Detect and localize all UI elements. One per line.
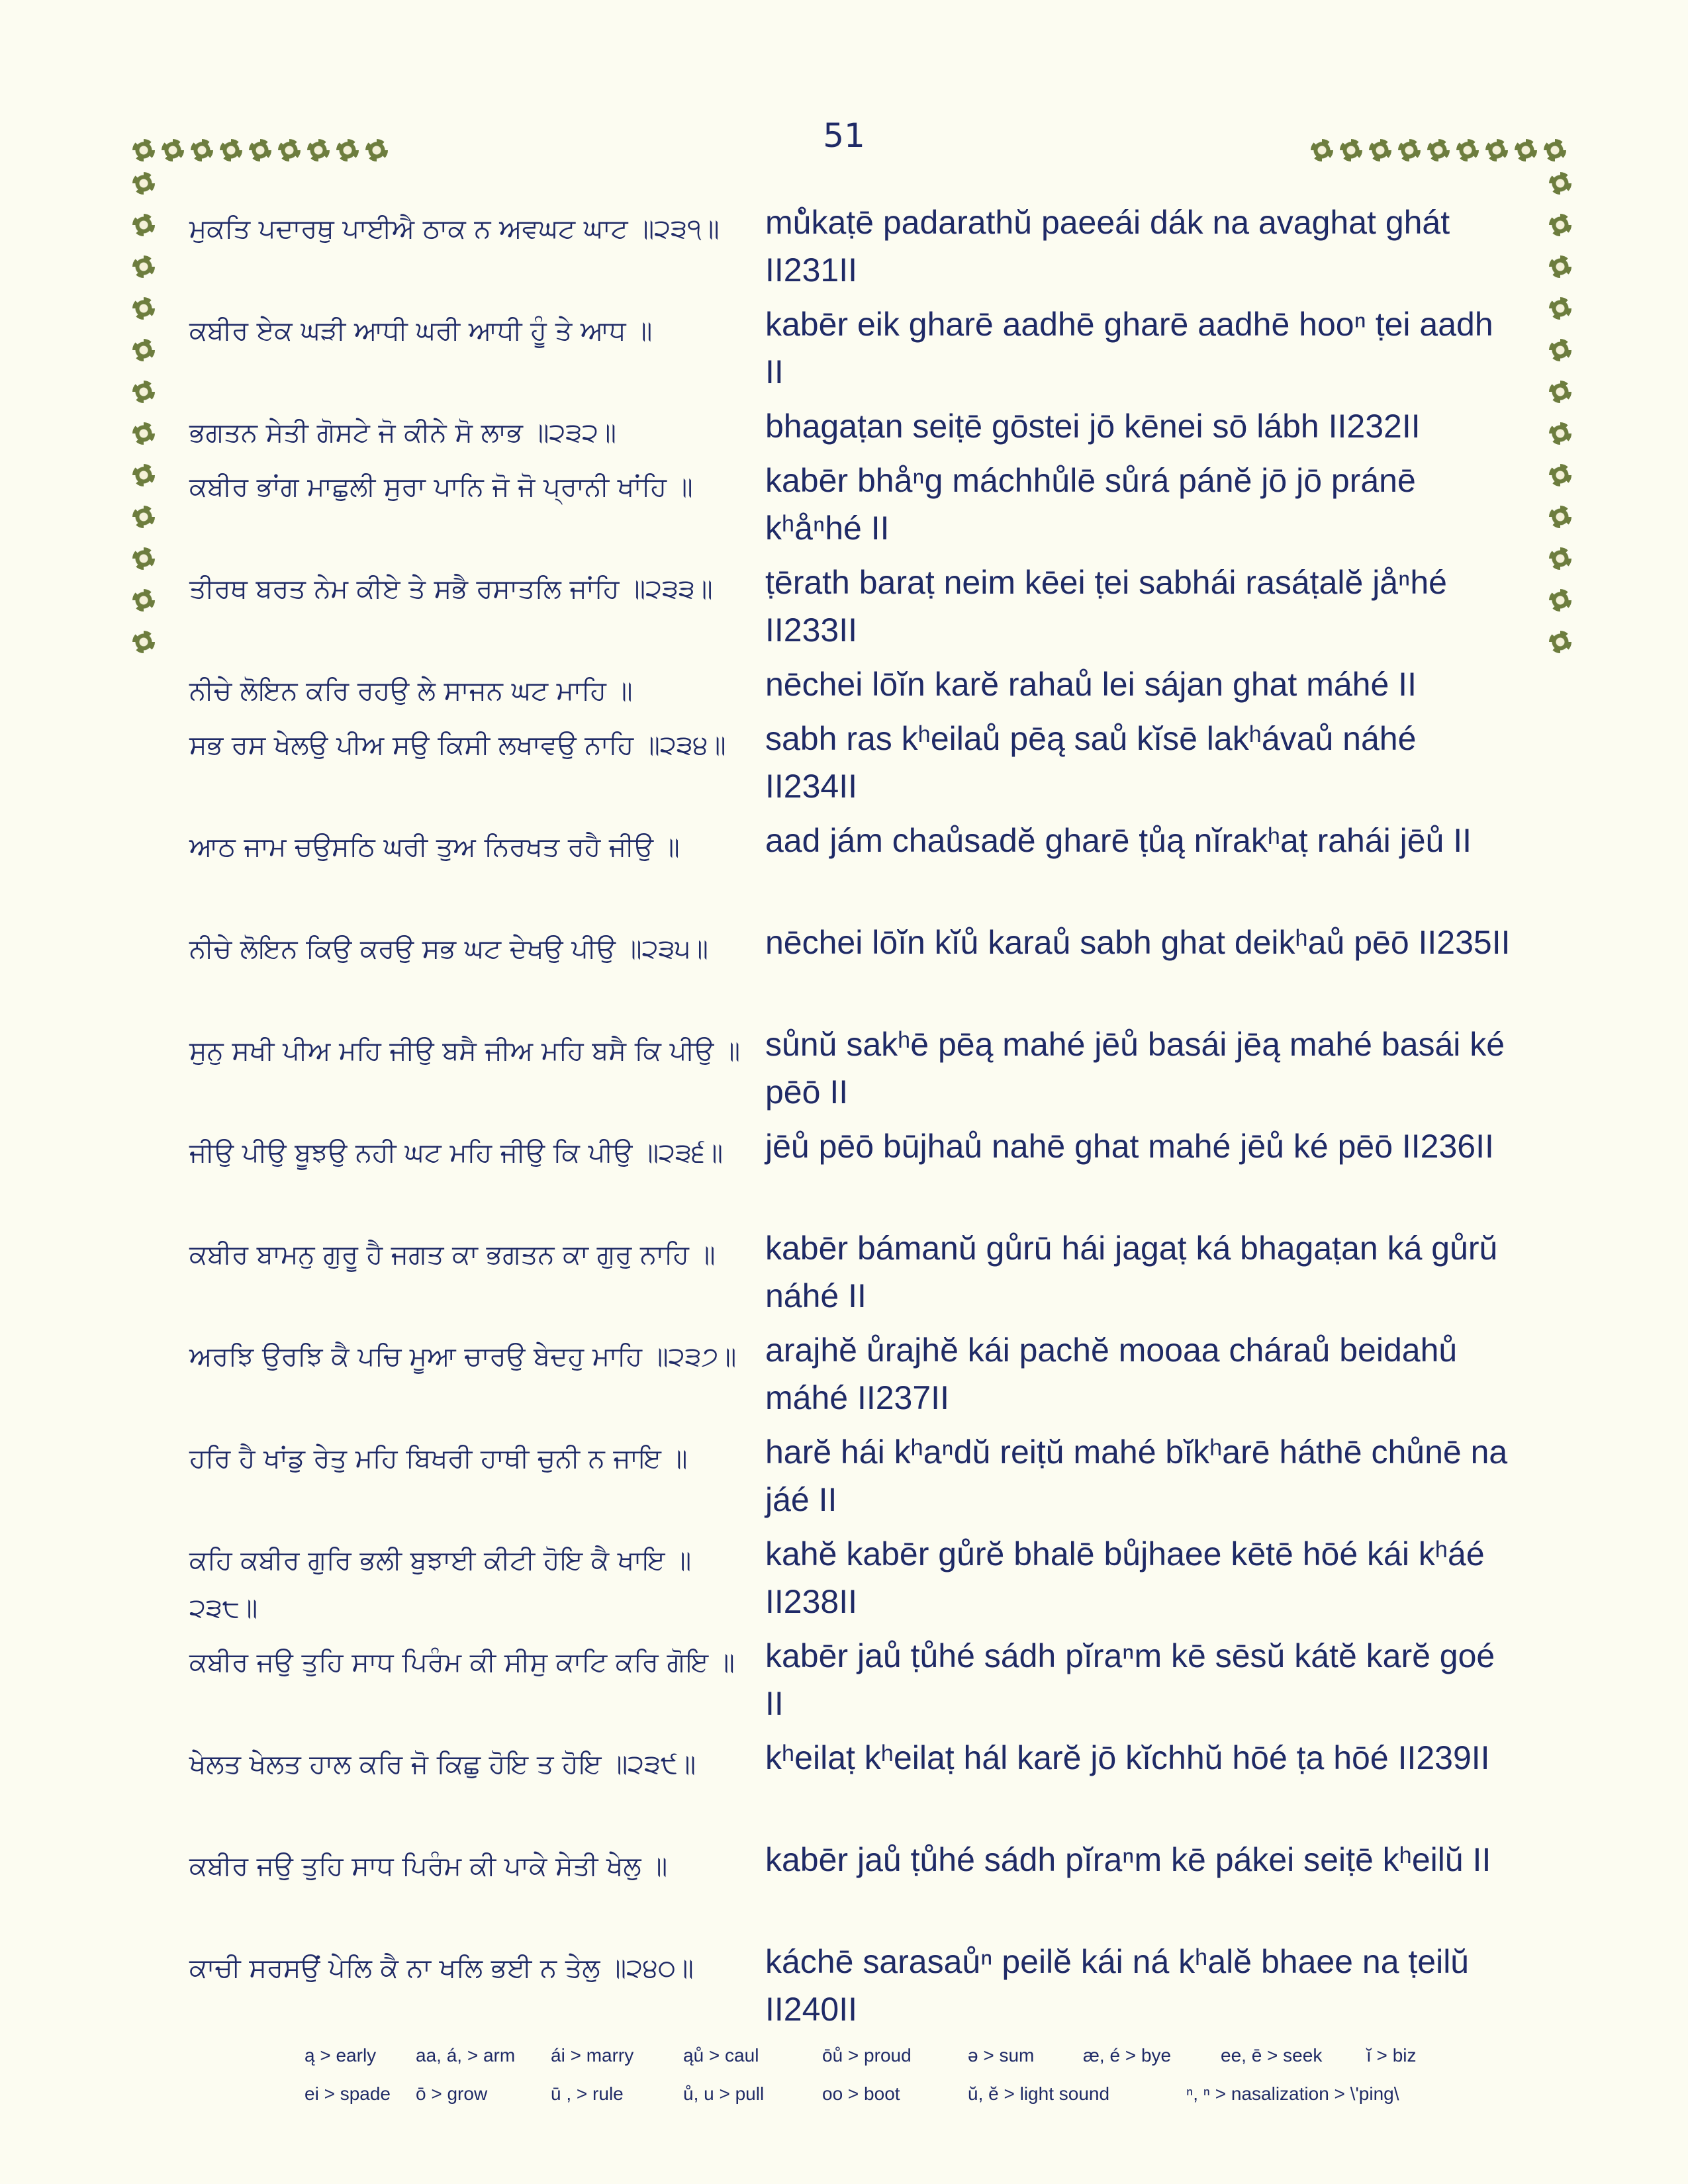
legend-item: aa, á, > arm [416, 2045, 516, 2066]
transliteration-text: kabēr jaů ṭůhé sádh pĭraⁿm kē pákei seiṭē kʰeilŭ II [765, 1841, 1491, 1878]
verse-row [189, 817, 1533, 912]
transliteration-text: mů̀kaṭē padarathŭ paeeái dák na avaghat ghát II231II [765, 204, 1450, 289]
transliteration-text: aad jám chaůsadĕ gharē ṭůą nĭrakʰaṭ rahái jēů II [765, 822, 1472, 859]
transliteration-text: nēchei lōĭn karĕ rahaů lei sájan ghat máhé II [765, 666, 1417, 703]
gurmukhi-text: ਤੀਰਥ ਬਰਤ ਨੇਮ ਕੀਏ ਤੇ ਸਭੈ ਰਸਾਤਲਿ ਜਾਂਹਿ ॥੨੩੩॥ [189, 574, 713, 604]
transliteration-text: kabēr bhåⁿg máchhůlē sůrá pánĕ jō jō pránē kʰåⁿhé II [765, 462, 1416, 547]
flower-ornament-icon [1549, 255, 1571, 278]
verse-row [189, 1326, 1533, 1422]
flower-ornament-icon [132, 255, 155, 278]
transliteration-text: bhagaṭan seiṭē gōstei jō kēnei sō lábh II232II [765, 408, 1421, 445]
flower-ornament-icon [1549, 464, 1571, 486]
flower-ornament-icon [132, 214, 155, 236]
flower-ornament-icon [132, 381, 155, 403]
verse-row [189, 1530, 1533, 1625]
flower-ornament-icon [132, 547, 155, 570]
verse-row [189, 1224, 1533, 1320]
flower-ornament-icon [132, 422, 155, 445]
legend-item: ee, ē > seek [1221, 2045, 1323, 2066]
legend-item: æ, é > bye [1083, 2045, 1172, 2066]
legend-row [305, 2083, 1529, 2122]
gurmukhi-text: ਅਰਝਿ ਉਰਝਿ ਕੈ ਪਚਿ ਮੂਆ ਚਾਰਉ ਬੇਦਹੁ ਮਾਹਿ ॥੨੩੭॥ [189, 1342, 737, 1372]
legend-item: ŭ, ĕ > light sound [968, 2083, 1110, 2104]
verse-row [189, 457, 1533, 552]
flower-ornament-icon [1549, 547, 1571, 570]
transliteration-text: kabēr bámanŭ gůrū hái jagaṭ ká bhagaṭan ká gůrŭ náhé II [765, 1230, 1498, 1314]
verse-row [189, 919, 1533, 1014]
legend-item: ə > sum [968, 2045, 1035, 2066]
flower-ornament-icon [365, 139, 388, 161]
page-number: 51 [823, 116, 865, 155]
legend-item: ū , > rule [551, 2083, 624, 2104]
verse-list [189, 199, 1533, 2040]
transliteration-text: jēů pēō būjhaů nahē ghat mahé jēů ké pēō II236II [765, 1128, 1494, 1165]
flower-ornament-icon [220, 139, 242, 161]
flower-ornament-icon [249, 139, 271, 161]
gurmukhi-text: ਹਰਿ ਹੈ ਖਾਂਡੁ ਰੇਤੁ ਮਹਿ ਬਿਖਰੀ ਹਾਥੀ ਚੁਨੀ ਨ ਜਾਇ ॥ [189, 1443, 688, 1474]
gurmukhi-text: ਕਬੀਰ ਭਾਂਗ ਮਾਛੁਲੀ ਸੁਰਾ ਪਾਨਿ ਜੋ ਜੋ ਪ੍ਰਾਨੀ ਖਾਂਹਿ ॥ [189, 472, 693, 502]
gurmukhi-text: ਕਬੀਰ ਜਉ ਤੁਹਿ ਸਾਧ ਪਿਰੰਮ ਕੀ ਪਾਕੇ ਸੇਤੀ ਖੇਲੁ ॥ [189, 1851, 668, 1882]
flower-ornament-icon [1485, 139, 1508, 161]
flower-ornament-icon [1515, 139, 1537, 161]
legend-item: ⁿ, ⁿ > nasalization > \'ping\ [1186, 2083, 1399, 2104]
verse-row [189, 1836, 1533, 1931]
transliteration-text: káchē sarasaůⁿ peilĕ kái ná kʰalĕ bhaee na ṭeilŭ II240II [765, 1943, 1470, 2028]
transliteration-text: sabh ras kʰeilaů pēą saů kĭsē lakʰávaů náhé II234II [765, 720, 1417, 805]
gurmukhi-text: ਕਹਿ ਕਬੀਰ ਗੁਰਿ ਭਲੀ ਬੁਝਾਈ ਕੀਟੀ ਹੋਇ ਕੈ ਖਾਇ ॥੨੩੮॥ [189, 1545, 692, 1623]
flower-ornament-icon [132, 589, 155, 612]
verse-row [189, 1021, 1533, 1116]
flower-ornament-icon [1398, 139, 1421, 161]
flower-ornament-icon [1549, 381, 1571, 403]
legend-item: ōů > proud [822, 2045, 912, 2066]
verse-row [189, 559, 1533, 654]
flower-ornament-icon [336, 139, 359, 161]
flower-ornament-icon [132, 172, 155, 195]
legend-item: ái > marry [551, 2045, 634, 2066]
flower-ornament-icon [1369, 139, 1391, 161]
verse-row [189, 1734, 1533, 1829]
gurmukhi-text: ਆਠ ਜਾਮ ਚਉਸਠਿ ਘਰੀ ਤੁਅ ਨਿਰਖਤ ਰਹੈ ਜੀਉ ॥ [189, 832, 680, 862]
legend-item: ąů > caul [683, 2045, 759, 2066]
flower-ornament-icon [132, 297, 155, 320]
legend-item: ei > spade [305, 2083, 391, 2104]
flower-ornament-icon [132, 139, 155, 161]
flower-ornament-icon [1544, 139, 1566, 161]
flower-ornament-icon [1549, 589, 1571, 612]
legend-row [305, 2045, 1529, 2083]
flower-ornament-icon [1311, 139, 1333, 161]
transliteration-text: arajhĕ ůrajhĕ kái pachĕ mooaa cháraů beidahů máhé II237II [765, 1332, 1458, 1416]
gurmukhi-text: ਸੁਨੁ ਸਖੀ ਪੀਅ ਮਹਿ ਜੀਉ ਬਸੈ ਜੀਅ ਮਹਿ ਬਸੈ ਕਿ ਪੀਉ ॥ [189, 1036, 741, 1066]
verse-row [189, 715, 1533, 810]
gurmukhi-text: ਭਗਤਨ ਸੇਤੀ ਗੋਸਟੇ ਜੋ ਕੀਨੇ ਸੋ ਲਾਭ ॥੨੩੨॥ [189, 418, 617, 448]
flower-ornament-icon [1549, 214, 1571, 236]
legend-item: oo > boot [822, 2083, 900, 2104]
flower-ornament-icon [1549, 422, 1571, 445]
gurmukhi-text: ਕਬੀਰ ਬਾਮਨੁ ਗੁਰੂ ਹੈ ਜਗਤ ਕਾ ਭਗਤਨ ਕਾ ਗੁਰੁ ਨਾਹਿ ॥ [189, 1240, 716, 1270]
transliteration-text: ṭērath baraṭ neim kēei ṭei sabhái rasáṭalĕ jåⁿhé II233II [765, 564, 1447, 649]
verse-row [189, 402, 1533, 450]
flower-ornament-icon [1549, 297, 1571, 320]
flower-ornament-icon [162, 139, 184, 161]
flower-ornament-icon [132, 631, 155, 653]
flower-ornament-icon [1549, 506, 1571, 528]
gurmukhi-text: ਕਬੀਰ ਜਉ ਤੁਹਿ ਸਾਧ ਪਿਰੰਮ ਕੀ ਸੀਸੁ ਕਾਟਿ ਕਰਿ ਗੋਇ ॥ [189, 1647, 735, 1678]
verse-row [189, 1428, 1533, 1524]
transliteration-text: kahĕ kabēr gůrĕ bhalē bůjhaee kētē hōé kái kʰáé II238II [765, 1535, 1485, 1620]
verse-row [189, 1938, 1533, 2033]
gurmukhi-text: ਖੇਲਤ ਖੇਲਤ ਹਾਲ ਕਰਿ ਜੋ ਕਿਛੁ ਹੋਇ ਤ ਹੋਇ ॥੨੩੯॥ [189, 1749, 696, 1780]
flower-ornament-icon [1549, 172, 1571, 195]
transliteration-text: kabēr eik gharē aadhē gharē aadhē hooⁿ ṭei aadh II [765, 306, 1493, 390]
gurmukhi-text: ਜੀਉ ਪੀਉ ਬੂਝਉ ਨਹੀ ਘਟ ਮਹਿ ਜੀਉ ਕਿ ਪੀਉ ॥੨੩੬॥ [189, 1138, 724, 1168]
transliteration-text: kʰeilaṭ kʰeilaṭ hál karĕ jō kĭchhŭ hōé ṭa hōé II239II [765, 1739, 1490, 1776]
flower-ornament-icon [132, 506, 155, 528]
transliteration-text: nēchei lōĭn kĭů karaů sabh ghat deikʰaů pēō II235II [765, 924, 1511, 961]
verse-row [189, 199, 1533, 294]
gurmukhi-text: ਨੀਚੇ ਲੋਇਨ ਕਿਉ ਕਰਉ ਸਭ ਘਟ ਦੇਖਉ ਪੀਉ ॥੨੩੫॥ [189, 934, 708, 964]
flower-ornament-icon [191, 139, 213, 161]
flower-ornament-icon [1456, 139, 1479, 161]
gurmukhi-text: ਮੁਕਤਿ ਪਦਾਰਥੁ ਪਾਈਐ ਠਾਕ ਨ ਅਵਘਟ ਘਾਟ ॥੨੩੧॥ [189, 214, 720, 244]
pronunciation-legend [305, 2045, 1529, 2122]
flower-ornament-icon [1340, 139, 1362, 161]
gurmukhi-text: ਕਾਚੀ ਸਰਸਉਂ ਪੇਲਿ ਕੈ ਨਾ ਖਲਿ ਭਈ ਨ ਤੇਲੁ ॥੨੪੦॥ [189, 1953, 694, 1983]
legend-item: ĭ > biz [1366, 2045, 1417, 2066]
flower-ornament-icon [1549, 631, 1571, 653]
flower-ornament-icon [1549, 339, 1571, 361]
flower-ornament-icon [307, 139, 330, 161]
verse-row [189, 1122, 1533, 1218]
verse-row [189, 1632, 1533, 1727]
flower-ornament-icon [132, 464, 155, 486]
flower-ornament-icon [278, 139, 301, 161]
transliteration-text: kabēr jaů ṭůhé sádh pĭraⁿm kē sēsŭ kátĕ karĕ goé II [765, 1637, 1495, 1722]
verse-row [189, 300, 1533, 396]
gurmukhi-text: ਸਭ ਰਸ ਖੇਲਉ ਪੀਅ ਸਉ ਕਿਸੀ ਲਖਾਵਉ ਨਾਹਿ ॥੨੩੪॥ [189, 730, 726, 760]
gurmukhi-text: ਕਬੀਰ ਏਕ ਘੜੀ ਆਧੀ ਘਰੀ ਆਧੀ ਹੂੰ ਤੇ ਆਧ ॥ [189, 316, 653, 346]
legend-item: ą > early [305, 2045, 377, 2066]
legend-item: ō > grow [416, 2083, 488, 2104]
transliteration-text: harĕ hái kʰaⁿdŭ reiṭŭ mahé bĭkʰarē háthē chůnē na jáé II [765, 1433, 1508, 1518]
verse-row [189, 660, 1533, 708]
gurmukhi-text: ਨੀਚੇ ਲੋਇਨ ਕਰਿ ਰਹਉ ਲੇ ਸਾਜਨ ਘਟ ਮਾਹਿ ॥ [189, 676, 633, 706]
flower-ornament-icon [132, 339, 155, 361]
transliteration-text: sůnŭ sakʰē pēą mahé jēů basái jēą mahé basái ké pēō II [765, 1026, 1505, 1111]
flower-ornament-icon [1427, 139, 1450, 161]
legend-item: ů, u > pull [683, 2083, 765, 2104]
